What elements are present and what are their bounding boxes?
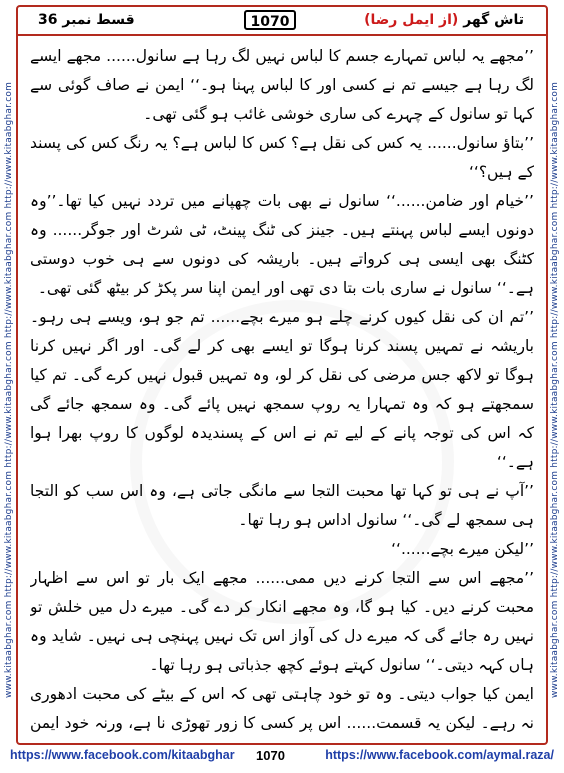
paragraph: ’’بتاؤ سانول...... یہ کس کی نقل ہے؟ کس کا لباس ہے؟ یہ رنگ کس کی پسند کے ہیں؟‘‘ bbox=[30, 134, 534, 181]
facebook-link-kitaabghar[interactable]: https://www.facebook.com/kitaabghar bbox=[10, 748, 235, 762]
paragraph: ’’آپ نے ہی تو کہا تھا محبت التجا سے مانگی جاتی ہے، وہ اس سب کو التجا ہی سمجھ لے گی۔‘‘ سانول اداس ہو رہا تھا۔ bbox=[30, 482, 534, 529]
side-url-left: www.kitaabghar.com http://www.kitaabghar.com http://www.kitaabghar.com http://www.kitaabghar.com http://www.kitaabghar.com bbox=[4, 81, 14, 699]
story-text bbox=[30, 42, 534, 737]
episode-label: قسط نمبر 36 bbox=[38, 12, 135, 28]
page-footer bbox=[0, 748, 564, 768]
page-header bbox=[18, 8, 546, 36]
title-text: تاش گھر bbox=[463, 12, 524, 28]
header-divider bbox=[18, 34, 546, 36]
paragraph: ’’مجھے یہ لباس تمہارے جسم کا لباس نہیں لگ رہا ہے سانول...... مجھے ایسے لگ رہا ہے جیسے تم نے کسی اور کا لباس پہنا ہو۔‘‘ ایمن نے صاف گوئی سے کہا تو سانول کے چہرے کی ساری خوشی غائب ہو گئی تھی۔ bbox=[30, 47, 534, 123]
side-url-right: www.kitaabghar.com http://www.kitaabghar.com http://www.kitaabghar.com http://www.kitaabghar.com http://www.kitaabghar.com bbox=[550, 81, 560, 699]
author-name: (از ایمل رضا) bbox=[364, 12, 459, 28]
footer-page-number: 1070 bbox=[256, 748, 285, 763]
header-page-number: 1070 bbox=[244, 10, 296, 30]
book-title bbox=[364, 12, 524, 28]
paragraph: ’’مجھے اس سے التجا کرنے دیں ممی...... مجھے ایک بار تو اس سے اظہار محبت کرنے دیں۔ کیا ہو گا، وہ مجھے انکار کر دے گی۔ میرے دل میں خلش تو نہیں رہ جائے گی کہ میرے دل کی آواز اس تک نہیں پہنچی ہی نہیں۔ شاید وہ ہاں کہہ دیتی۔‘‘ سانول کہتے ہوئے کچھ جذباتی ہو رہا تھا۔ bbox=[30, 569, 534, 674]
paragraph: ’’لیکن میرے بچے......‘‘ bbox=[391, 540, 534, 558]
facebook-link-author[interactable]: https://www.facebook.com/aymal.raza/ bbox=[325, 748, 554, 762]
paragraph: ’’خیام اور ضامن......‘‘ سانول نے بھی بات چھپانے میں تردد نہیں کیا تھا۔’’وہ دونوں ایسے لباس پہنتے ہیں۔ جینز کی ٹنگ پینٹ، ٹی شرٹ اور جوگر...... وہ کٹنگ بھی ایسی ہی کرواتے ہیں۔ باریشہ کی دونوں سے ہی خوب دوستی ہے۔‘‘ سانول نے ساری بات بتا دی تھی اور ایمن اپنا سر پکڑ کر بیٹھ گئی تھی۔ bbox=[30, 192, 534, 297]
paragraph: ’’تم ان کی نقل کیوں کرنے چلے ہو میرے بچے...... تم جو ہو، ویسے ہی رہو۔ باریشہ نے تمہیں پسند کرنا ہوگا تو ایسے بھی کر لے گی۔ اور اگر نہیں کرنا ہوگا تو لاکھ جس مرضی کی نقل کر لو، وہ تمہیں قبول نہیں کرے گی۔ تم کیا سمجھتے ہو کہ وہ تمہارا یہ روپ سمجھ نہیں پائے گی۔ وہ سمجھ جائے گی کہ اس کی توجہ پانے کے لیے تم نے اس کے پسندیدہ لوگوں کا روپ بھرا ہوا ہے۔‘‘ bbox=[30, 308, 534, 471]
paragraph: ایمن کیا جواب دیتی۔ وہ تو خود چاہتی تھی کہ اس کے بیٹے کی محبت ادھوری نہ رہے۔ لیکن یہ قسمت...... اس پر کسی کا زور تھوڑی نا ہے، ورنہ خود ایمن bbox=[30, 685, 534, 732]
